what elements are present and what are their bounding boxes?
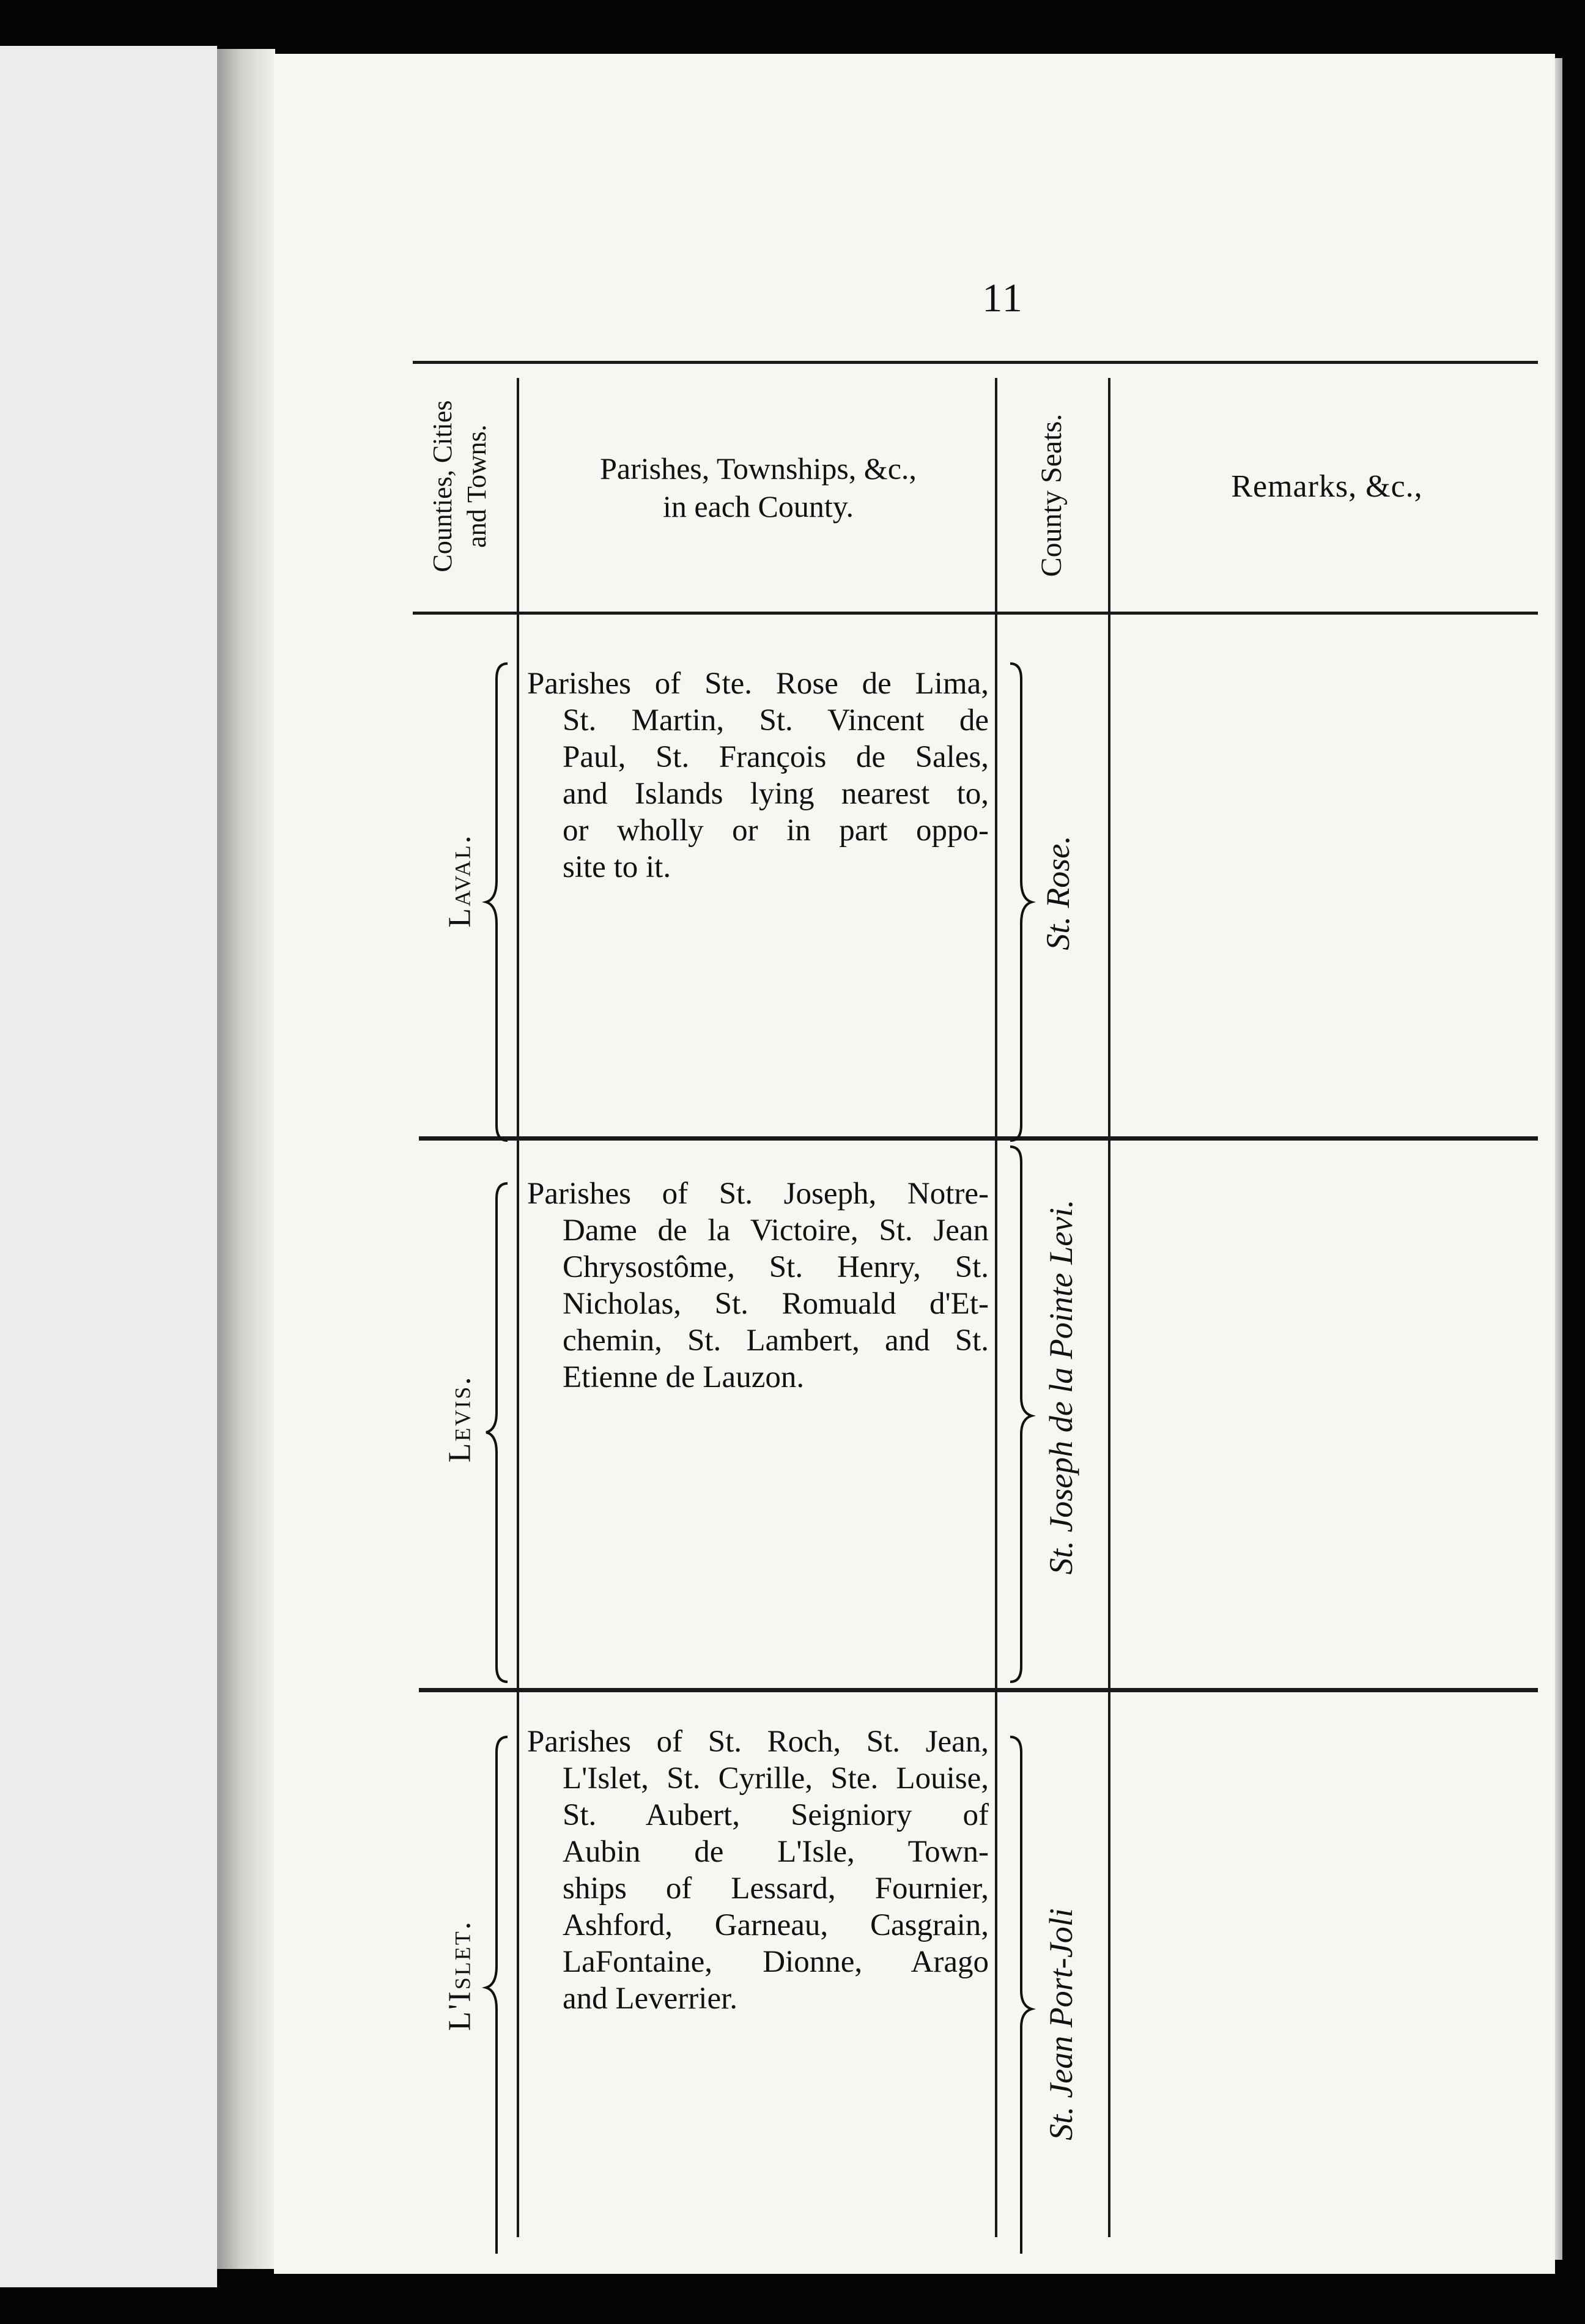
parish-line: Etienne de Lauzon. xyxy=(563,1360,805,1394)
parish-line: Ashford, Garneau, Casgrain, xyxy=(563,1908,989,1942)
header-remarks: Remarks, &c., xyxy=(1231,469,1423,504)
facing-page xyxy=(0,46,217,2287)
header-parishes xyxy=(532,450,985,525)
book-gutter xyxy=(217,49,275,2269)
county-seat-laval: St. Rose. xyxy=(1040,835,1076,950)
parish-line: Aubin de L'Isle, Town- xyxy=(563,1835,989,1869)
parishes-laval xyxy=(527,665,989,886)
parish-line: St. Aubert, Seigniory of xyxy=(563,1798,989,1832)
parish-line: or wholly or in part oppo- xyxy=(563,813,989,848)
parish-line: L'Islet, St. Cyrille, Ste. Louise, xyxy=(563,1761,989,1796)
header-counties xyxy=(426,400,494,572)
parish-line: site to it. xyxy=(563,850,671,884)
right-brace-levis xyxy=(1004,1144,1035,1685)
parish-line: Parishes of Ste. Rose de Lima, xyxy=(527,667,989,701)
header-counties-line1: Counties, Cities xyxy=(427,400,457,572)
right-brace-laval xyxy=(1004,661,1035,1144)
parish-line: and Islands lying nearest to, xyxy=(563,777,989,811)
header-parishes-line1: Parishes, Townships, &c., xyxy=(600,451,917,486)
parish-line: ships of Lessard, Fournier, xyxy=(563,1871,989,1906)
left-brace-levis xyxy=(483,1180,514,1685)
header-rule xyxy=(413,612,1538,615)
header-counties-line2: and Towns. xyxy=(462,424,492,548)
column-line-1 xyxy=(517,378,519,2237)
left-brace-laval xyxy=(483,661,514,1144)
row-rule-1 xyxy=(419,1136,1538,1141)
parishes-lislet xyxy=(527,1723,989,2017)
parish-line: Nicholas, St. Romuald d'Et- xyxy=(563,1287,989,1321)
county-laval: Laval. xyxy=(442,834,478,928)
parish-line: Parishes of St. Roch, St. Jean, xyxy=(527,1725,989,1759)
parish-line: chemin, St. Lambert, and St. xyxy=(563,1323,989,1358)
left-brace-lislet xyxy=(483,1734,514,2254)
county-lislet: L'Islet. xyxy=(442,1920,478,2031)
parish-line: Paul, St. François de Sales, xyxy=(563,740,989,774)
column-line-3 xyxy=(1108,378,1110,2237)
parish-line: and Leverrier. xyxy=(563,1982,738,2016)
header-parishes-line2: in each County. xyxy=(663,489,854,524)
parish-line: LaFontaine, Dionne, Arago xyxy=(563,1945,989,1979)
page-number: 11 xyxy=(982,276,1024,320)
parish-line: Parishes of St. Joseph, Notre- xyxy=(527,1177,989,1211)
page-edge xyxy=(1555,58,1562,2260)
county-levis: Levis. xyxy=(442,1375,478,1463)
top-rule xyxy=(413,361,1538,364)
county-seat-levis: St. Joseph de la Pointe Levi. xyxy=(1043,1199,1079,1575)
header-county-seats: County Seats. xyxy=(1035,413,1068,577)
parish-line: St. Martin, St. Vincent de xyxy=(563,703,989,738)
parish-line: Dame de la Victoire, St. Jean xyxy=(563,1213,989,1248)
parishes-levis xyxy=(527,1175,989,1396)
county-seat-lislet: St. Jean Port-Joli xyxy=(1043,1908,1079,2141)
row-rule-2 xyxy=(419,1688,1538,1692)
right-brace-lislet xyxy=(1004,1734,1035,2254)
column-line-2 xyxy=(995,378,997,2237)
parish-line: Chrysostôme, St. Henry, St. xyxy=(563,1250,989,1284)
